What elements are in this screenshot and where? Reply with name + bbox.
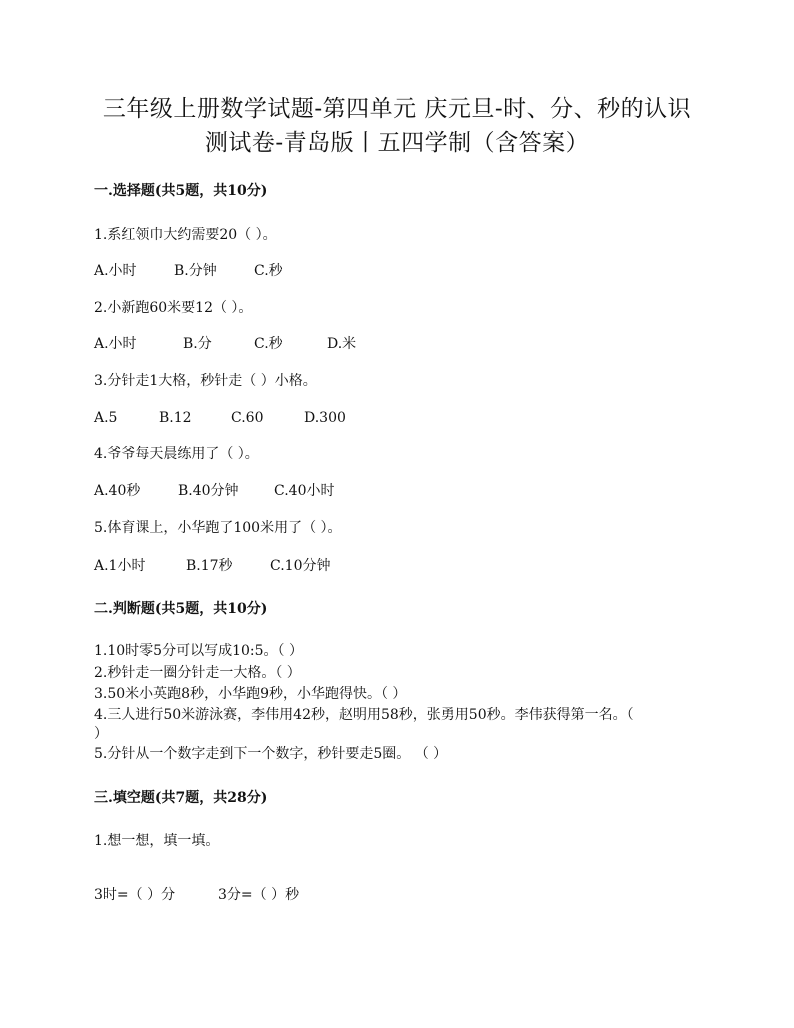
option-b: B.12 bbox=[159, 410, 192, 426]
option-c: C.10分钟 bbox=[270, 558, 331, 574]
judge-item-4: 4.三人进行50米游泳赛，李伟用42秒，赵明用58秒，张勇用50秒。李伟获得第一名。（ bbox=[94, 707, 634, 723]
option-a: A.小时 bbox=[94, 336, 137, 352]
choice-question-5: 5.体育课上，小华跑了100米用了（ ）。 bbox=[94, 520, 342, 536]
judge-item-1: 1.10时零5分可以写成10:5。（ ） bbox=[94, 643, 303, 659]
judge-item-3: 3.50米小英跑8秒，小华跑9秒，小华跑得快。（ ） bbox=[94, 686, 407, 702]
choice-question-1: 1.系红领巾大约需要20（ ）。 bbox=[94, 227, 277, 243]
option-a: A.40秒 bbox=[94, 483, 141, 499]
option-d: D.米 bbox=[327, 336, 357, 352]
choice-question-2: 2.小新跑60米要12（ ）。 bbox=[94, 300, 253, 316]
option-c: C.秒 bbox=[254, 336, 283, 352]
choice-question-4: 4.爷爷每天晨练用了（ ）。 bbox=[94, 446, 259, 462]
option-c: C.40小时 bbox=[274, 483, 335, 499]
section-heading-fill: 三.填空题(共7题，共28分) bbox=[94, 790, 268, 806]
section-heading-judge: 二.判断题(共5题，共10分) bbox=[94, 601, 268, 617]
section-heading-choice: 一.选择题(共5题，共10分) bbox=[94, 183, 268, 199]
choice-question-3: 3.分针走1大格，秒针走（ ）小格。 bbox=[94, 373, 317, 389]
doc-title-line1: 三年级上册数学试题-第四单元 庆元旦-时、分、秒的认识 bbox=[102, 96, 692, 122]
option-b: B.分钟 bbox=[174, 263, 217, 279]
judge-item-5: 5.分针从一个数字走到下一个数字，秒针要走5圈。 （ ） bbox=[94, 746, 448, 762]
option-c: C.60 bbox=[231, 410, 264, 426]
fill-blank-minutes: 3分=（ ）秒 bbox=[218, 887, 300, 903]
option-d: D.300 bbox=[304, 410, 346, 426]
option-b: B.分 bbox=[183, 336, 212, 352]
doc-title-line2: 测试卷-青岛版丨五四学制（含答案） bbox=[204, 130, 590, 156]
judge-item-2: 2.秒针走一圈分针走一大格。（ ） bbox=[94, 665, 301, 681]
fill-blank-hours: 3时=（ ）分 bbox=[94, 887, 176, 903]
judge-item-4-cont: ） bbox=[94, 726, 108, 742]
fill-question-1: 1.想一想，填一填。 bbox=[94, 833, 220, 849]
option-b: B.40分钟 bbox=[178, 483, 239, 499]
option-a: A.1小时 bbox=[94, 558, 146, 574]
option-a: A.小时 bbox=[94, 263, 137, 279]
option-a: A.5 bbox=[94, 410, 118, 426]
option-b: B.17秒 bbox=[186, 558, 233, 574]
option-c: C.秒 bbox=[254, 263, 283, 279]
